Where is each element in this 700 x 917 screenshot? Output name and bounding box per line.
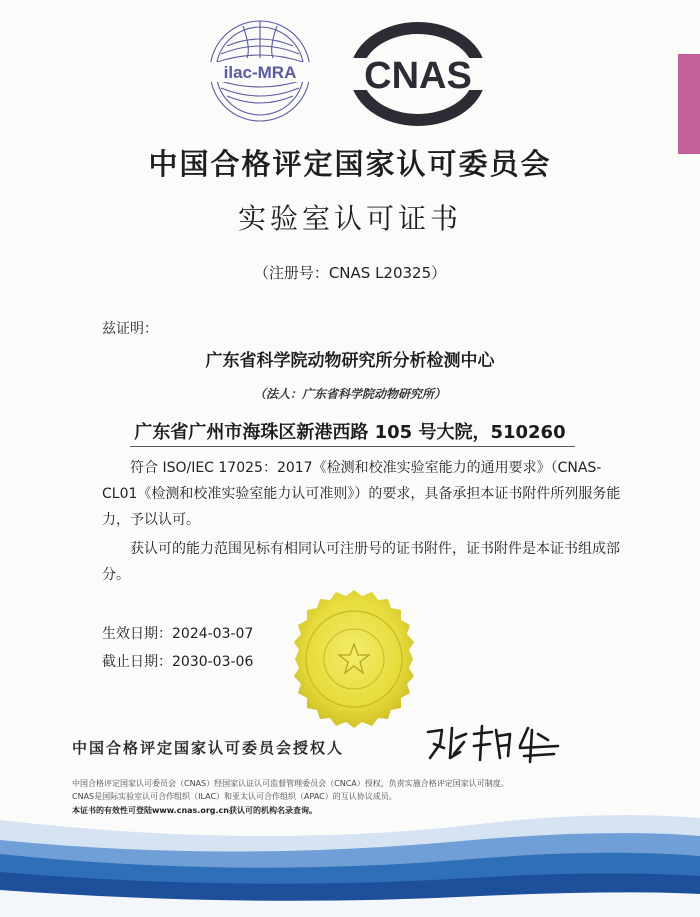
scope-text: 获认可的能力范围见标有相同认可注册号的证书附件，证书附件是本证书组成部分。	[102, 541, 620, 583]
footer-note-ilac: CNAS是国际实验室认可合作组织（ILAC）和亚太认可合作组织（APAC）的互认协议成员。	[72, 792, 397, 801]
expiry-date: 截止日期：2030-03-06	[102, 654, 254, 670]
authorized-signatory-label: 中国合格评定国家认可委员会授权人	[72, 739, 345, 757]
compliance-text: 符合 ISO/IEC 17025：2017《检测和校准实验室能力的通用要求》（CNAS-CL01《检测和校准实验室能力认可准则》）的要求，具备承担本证书附件所列服务能力，予以认可。	[102, 460, 621, 528]
hereby-certify-label: 兹证明：	[102, 321, 158, 337]
pink-edge-tab	[678, 54, 700, 154]
organization-name: 广东省科学院动物研究所分析检测中心	[205, 351, 495, 371]
certificate-title: 实验室认可证书	[237, 202, 462, 235]
committee-title: 中国合格评定国家认可委员会	[148, 147, 552, 181]
official-seal	[283, 588, 425, 730]
cnas-logo-text: CNAS	[364, 55, 472, 97]
cnas-logo	[348, 20, 488, 128]
legal-entity: （法人：广东省科学院动物研究所）	[253, 387, 446, 401]
ilac-logo-text: ilac-MRA	[223, 63, 297, 82]
signature	[420, 718, 570, 768]
address-underline	[130, 446, 575, 447]
ilac-mra-logo	[203, 18, 317, 124]
registration-number: （注册号：CNAS L20325）	[253, 264, 447, 282]
scope-paragraph	[102, 536, 622, 588]
footer-note-cnas: 中国合格评定国家认可委员会（CNAS）经国家认证认可监督管理委员会（CNCA）授权，负责实施合格评定国家认可制度。	[72, 779, 509, 788]
organization-address: 广东省广州市海珠区新港西路 105 号大院，510260	[134, 422, 566, 443]
footer-note-verify: 本证书的有效性可登陆www.cnas.org.cn获认可的机构名录查询。	[72, 806, 317, 815]
compliance-paragraph	[102, 455, 622, 533]
effective-date: 生效日期：2024-03-07	[102, 626, 254, 642]
